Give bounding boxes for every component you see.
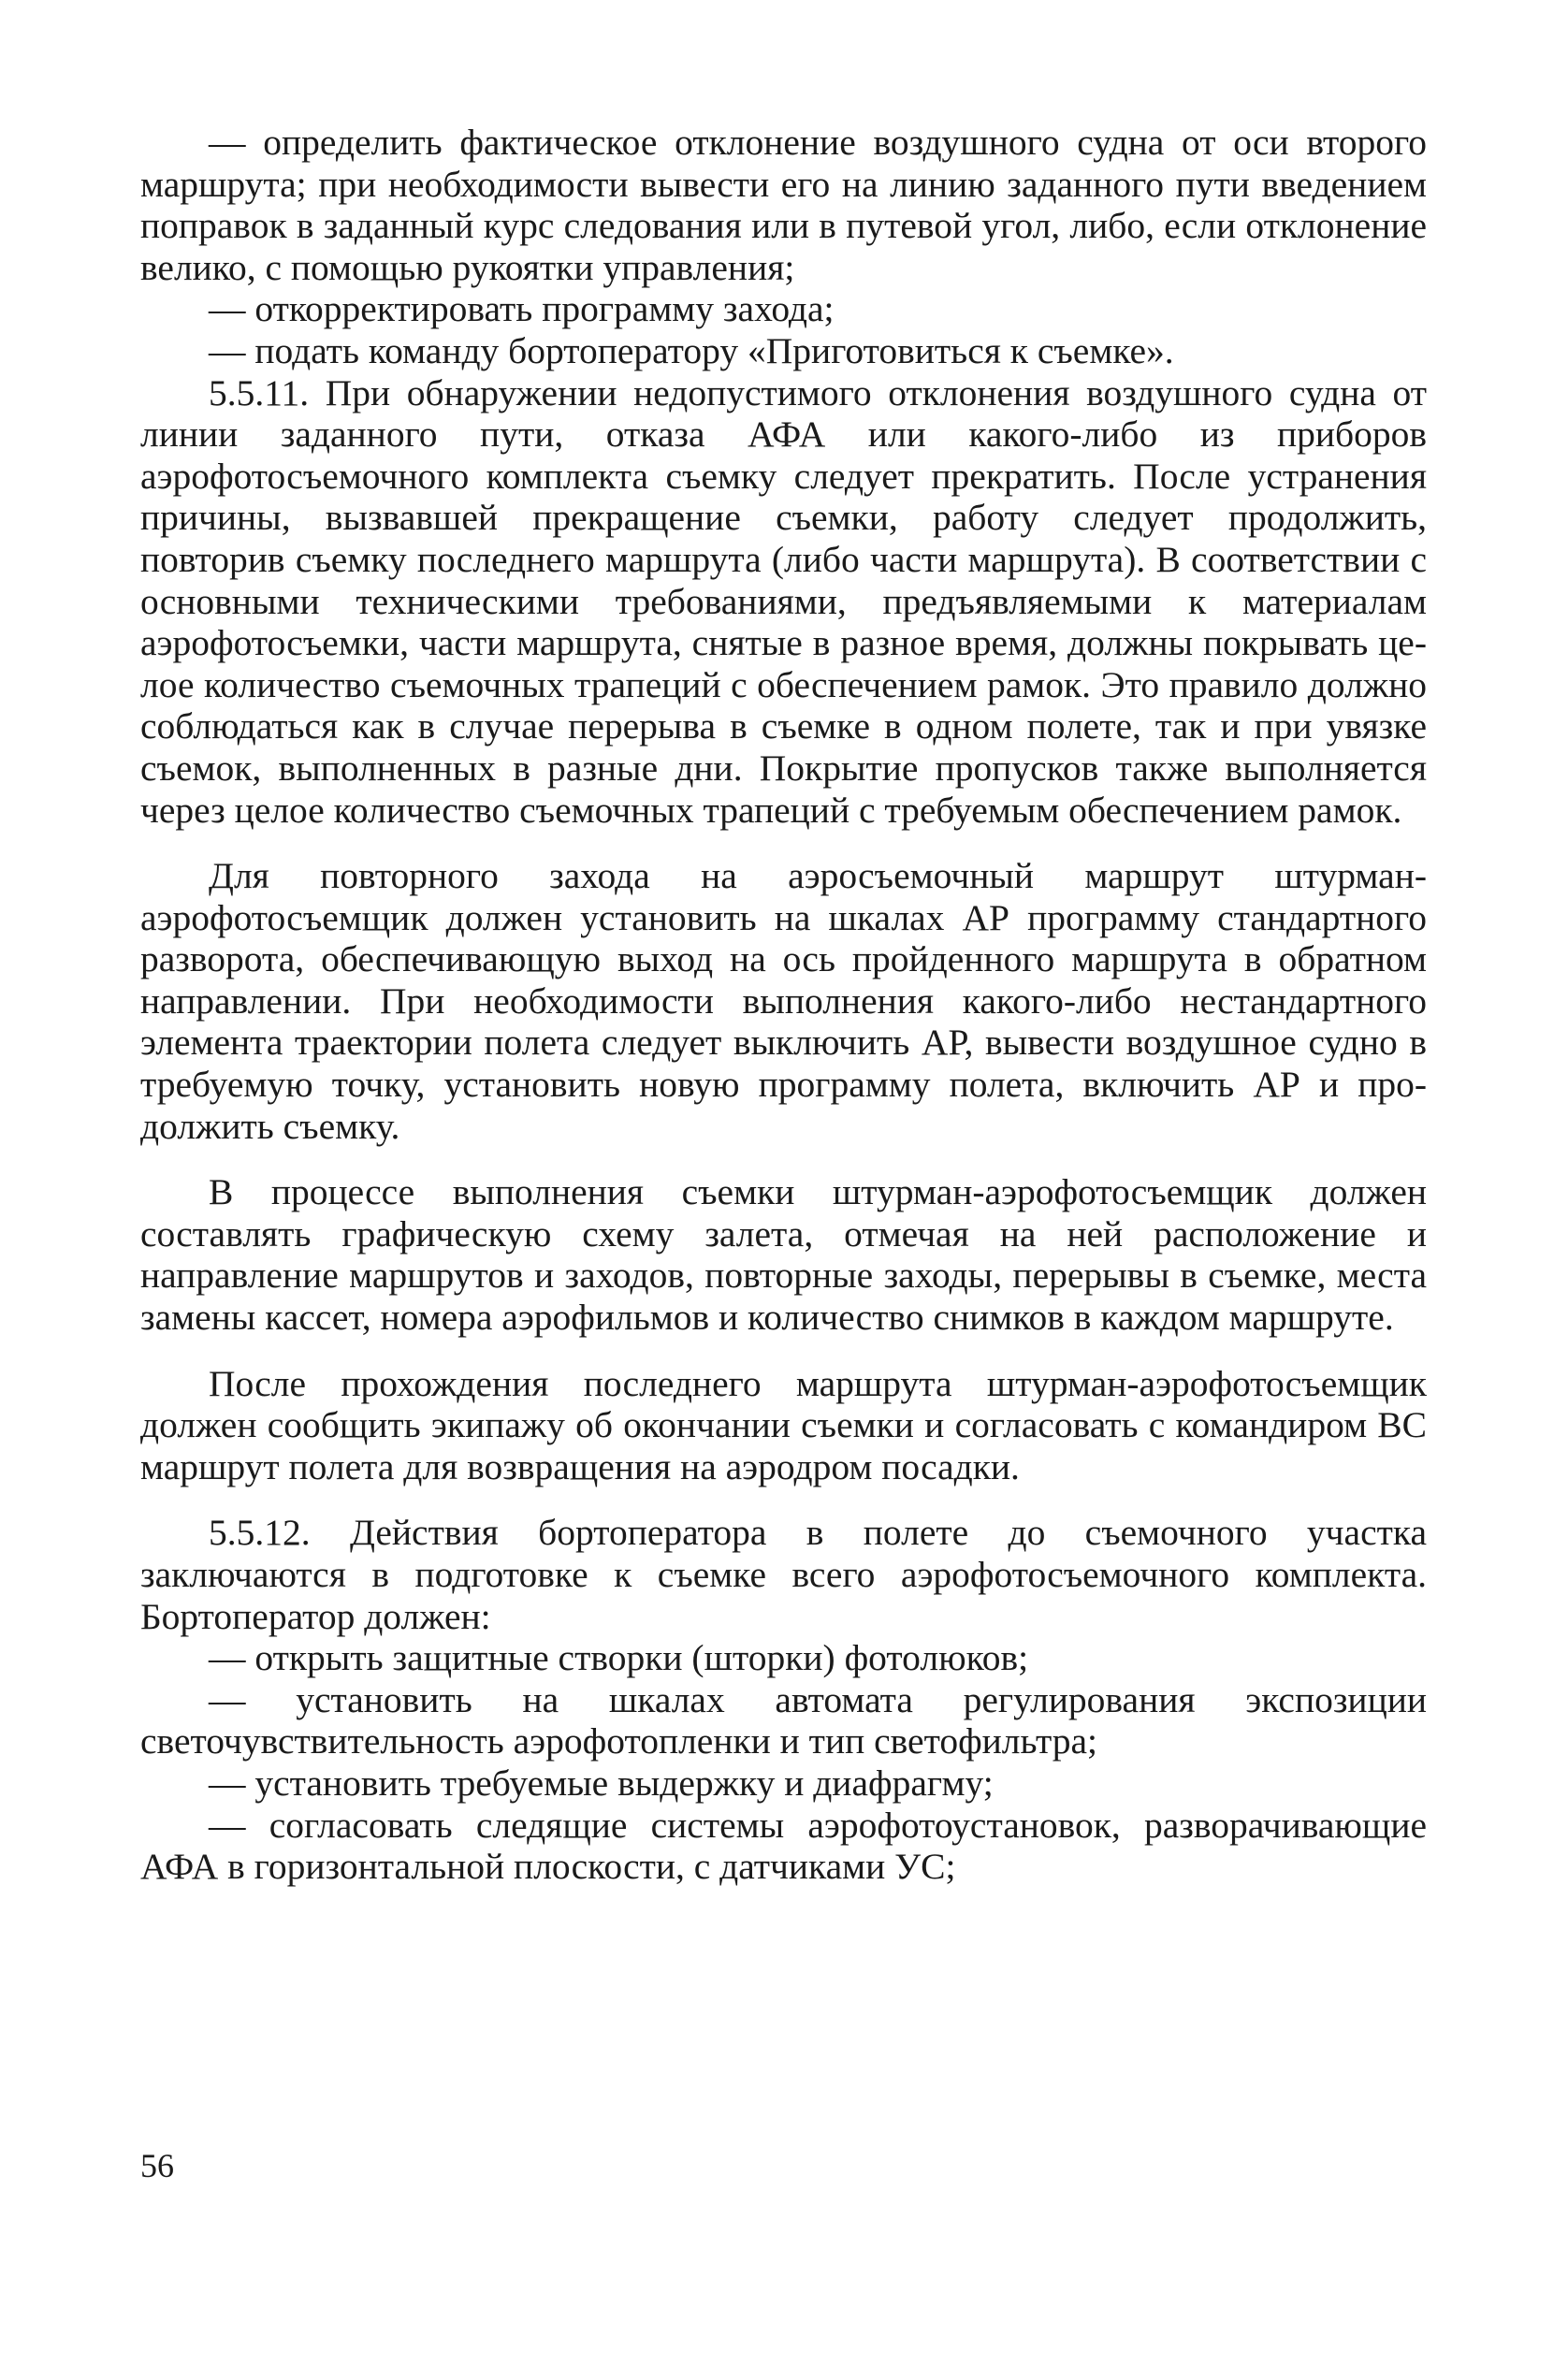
paragraph-list-item-set-sensitivity: — установить на шкалах автомата регулирования экспозиции светочувствительность аэрофотопленки и тип светофильтра; bbox=[140, 1678, 1427, 1762]
paragraph-list-item-1: — определить фактическое отклонение воздушного судна от оси второго маршрута; при необходимости вывести его на линию заданного пути введением поправок в заданный курс следования или в путевой угол, либо, если отклонение велико, с помощью рукоятки управления; bbox=[140, 122, 1427, 288]
paragraph-list-item-set-exposure: — установить требуемые выдержку и диафрагму; bbox=[209, 1762, 994, 1804]
paragraph-repeat-approach: Для повторного захода на аэросъемочный маршрут штурман-аэрофотосъемщик должен установить на шкалах АР программу стандартного разворота, обеспечивающую выход на ось пройденного маршрута в обратном направлении. При необходимости выполнения какого-либо нестандартного элемента траектории полета следует выключить АР, вывести воздушное судно в требуемую точку, установить новую программу полета, включить АР и продолжить съемку. bbox=[140, 855, 1427, 1147]
paragraph-list-item-3: — подать команду бортоператору «Приготовиться к съемке». bbox=[209, 329, 1174, 371]
page-body bbox=[140, 122, 1427, 1888]
paragraph-list-item-open-hatches: — открыть защитные створки (шторки) фотолюков; bbox=[209, 1637, 1029, 1679]
paragraph-list-item-2: — откорректировать программу захода; bbox=[209, 288, 835, 330]
paragraph-section-5-5-11: 5.5.11. При обнаружении недопустимого отклонения воздушного судна от линии заданного пути, отказа АФА или какого-либо из приборов аэрофотосъемочного комплекта съемку следует прекратить. После устранения причины, вызвавшей прекращение съемки, работу следует продолжить, повторив съемку последнего маршрута (либо части маршрута). В соответствии с основными техническими требованиями, предъявляемыми к материалам аэрофотосъемки, части маршрута, снятые в разное время, должны покрывать целое количество съемочных трапеций с обеспечением рамок. Это правило должно соблюдаться как в случае перерыва в съемке в одном полете, так и при увязке съемок, выполненных в разные дни. Покрытие пропусков также выполняется через целое количество съемочных трапеций с требуемым обеспечением рамок. bbox=[140, 371, 1427, 831]
page-number: 56 bbox=[140, 2147, 174, 2184]
paragraph-flight-scheme: В процессе выполнения съемки штурман-аэрофотосъемщик должен составлять графическую схему залета, отмечая на ней расположение и направление маршрутов и заходов, повторные заходы, перерывы в съемке, места замены кассет, номера аэрофильмов и количество снимков в каждом маршруте. bbox=[140, 1171, 1427, 1339]
paragraph-list-item-align-systems: — согласовать следящие системы аэрофотоустановок, разворачивающие АФА в горизонтальной плоскости, с датчиками УС; bbox=[140, 1804, 1427, 1888]
paragraph-section-5-5-12: 5.5.12. Действия бортоператора в полете до съемочного участка заключаются в подготовке к съемке всего аэрофотосъемочного комплекта. Бортоператор должен: bbox=[140, 1512, 1427, 1637]
paragraph-after-last-route: После прохождения последнего маршрута штурман-аэрофотосъемщик должен сообщить экипажу об окончании съемки и согласовать с командиром ВС маршрут полета для возвращения на аэродром посадки. bbox=[140, 1362, 1427, 1487]
